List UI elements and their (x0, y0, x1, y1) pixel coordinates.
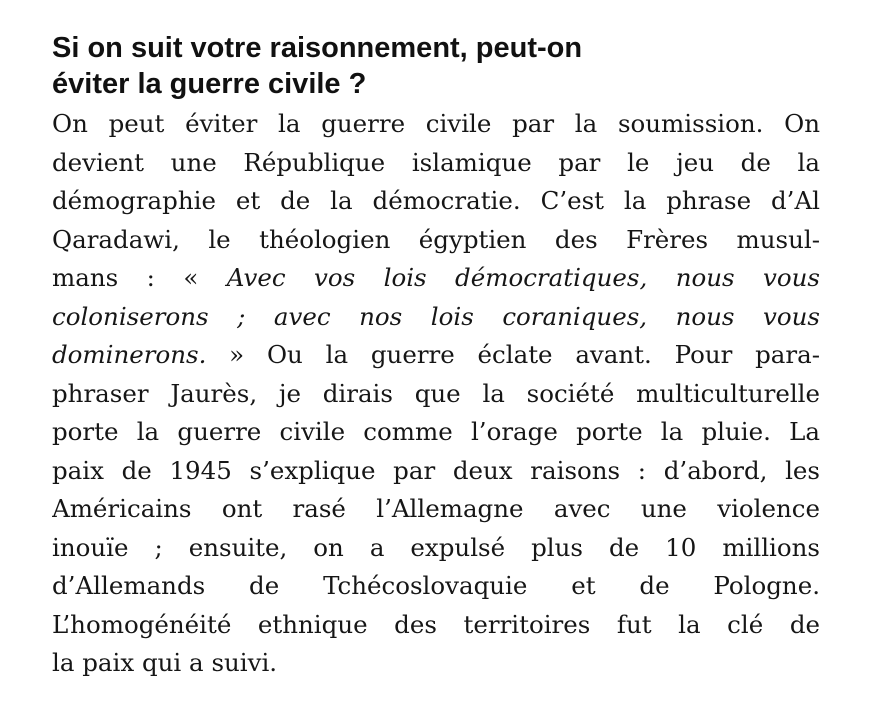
answer-line: démographie et de la démocratie. C’est la phrase d’Al (52, 186, 820, 215)
answer-line: d’Allemands de Tchécoslovaquie et de Pologne. (52, 571, 820, 600)
quote-text: Avec vos lois démocratiques, nous vous (226, 263, 820, 292)
answer-line: Qaradawi, le théologien égyptien des Frères musul- (52, 224, 820, 254)
answer-line: porte la guerre civile comme l’orage porte la pluie. La (52, 417, 820, 446)
answer-line: devient une République islamique par le jeu de la (52, 147, 820, 177)
answer-line (52, 336, 820, 375)
interview-answer (52, 105, 820, 683)
answer-line: On peut éviter la guerre civile par la soumission. On (52, 109, 820, 138)
interview-question (52, 30, 772, 102)
answer-text: mans : « (52, 263, 227, 292)
quote-line: coloniserons ; avec nos lois coraniques, nous vous (52, 301, 820, 331)
answer-line: phraser Jaurès, je dirais que la société multiculturelle (52, 378, 820, 408)
answer-text: » Ou la guerre éclate avant. Pour para- (206, 340, 820, 369)
answer-line: inouïe ; ensuite, on a expulsé plus de 10 millions (52, 532, 820, 562)
quote-text: dominerons. (52, 340, 207, 369)
question-line: éviter la guerre civile ? (52, 68, 367, 100)
question-line: Si on suit votre raisonnement, peut-on (52, 32, 583, 64)
answer-line: Américains ont rasé l’Allemagne avec une violence (52, 494, 820, 523)
answer-line (52, 259, 820, 298)
answer-line: L’homogénéité ethnique des territoires fut la clé de (52, 609, 820, 639)
answer-line: paix de 1945 s’explique par deux raisons : d’abord, les (52, 455, 820, 485)
answer-line: la paix qui a suivi. (52, 648, 278, 677)
